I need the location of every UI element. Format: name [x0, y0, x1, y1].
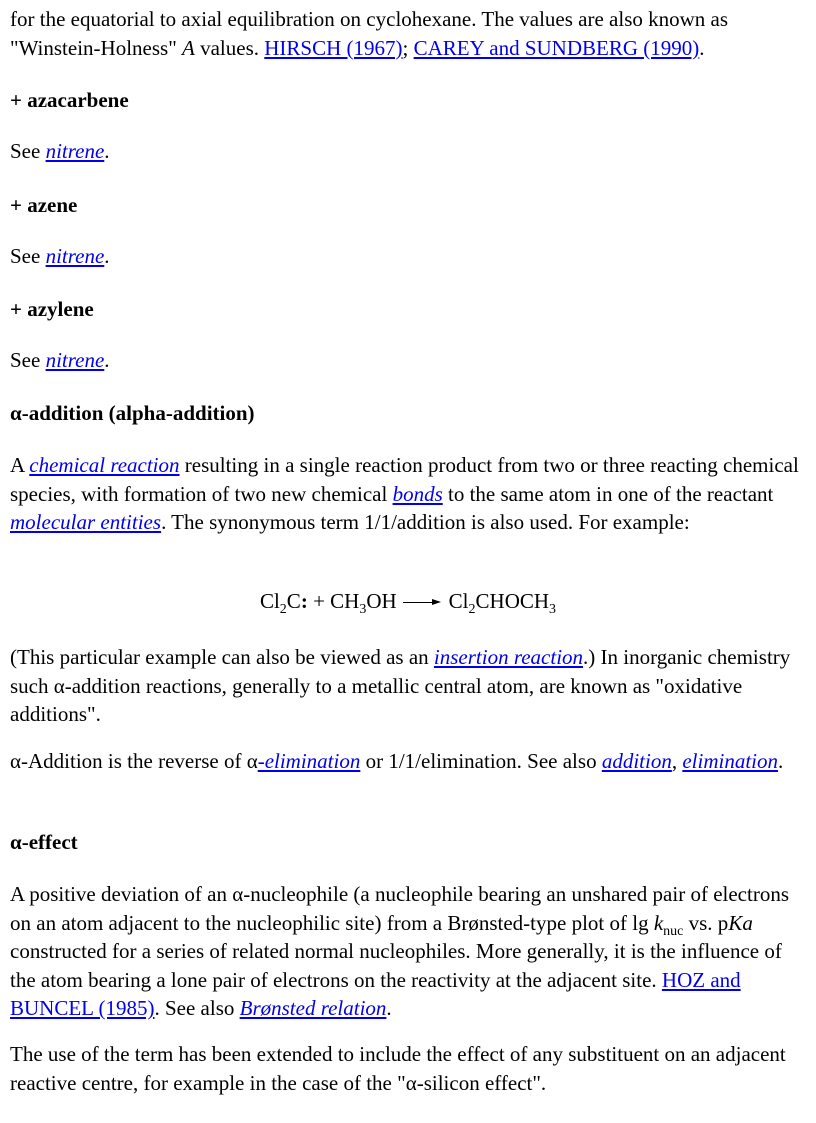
- definition-text: vs. p: [683, 910, 729, 935]
- see-also-azene: [10, 242, 804, 271]
- see-also-azacarbene: [10, 137, 804, 166]
- intro-text: for the equatorial to axial equilibration on cyclohexane. The values are also known as: [10, 7, 729, 31]
- eq-cl: Cl: [259, 589, 280, 613]
- eq-plus-ch: + CH: [307, 589, 360, 613]
- nitrene-link[interactable]: nitrene: [45, 244, 105, 268]
- bonds-link[interactable]: bonds: [392, 481, 443, 506]
- molecular-entities-link[interactable]: molecular entities: [10, 510, 162, 534]
- eq-subscript: 3: [359, 602, 367, 617]
- eq-lone-pair: :: [300, 589, 308, 613]
- see-label: See: [10, 348, 46, 372]
- ref-hoz-buncel-link[interactable]: HOZ and BUNCEL (1985): [10, 967, 741, 1020]
- term-heading-alpha-effect: α-effect: [10, 830, 78, 854]
- eq-cl: Cl: [448, 589, 469, 613]
- period: .: [778, 749, 784, 773]
- eq-c: C: [286, 589, 301, 613]
- reaction-equation: [0, 587, 816, 616]
- period: .: [104, 348, 110, 372]
- intro-text: values.: [194, 35, 265, 60]
- bronsted-relation-link[interactable]: Brønsted relation: [239, 996, 387, 1020]
- definition-text: . See also: [154, 996, 240, 1020]
- period: .: [104, 139, 110, 163]
- ref-hirsch-link[interactable]: HIRSCH (1967): [264, 35, 403, 60]
- separator: ,: [671, 749, 683, 773]
- alpha-effect-definition: [10, 880, 804, 1023]
- chemical-reaction-link[interactable]: chemical reaction: [29, 453, 180, 477]
- reverse-text: or 1/1/elimination. See also: [360, 749, 602, 773]
- eq-subscript: 2: [279, 602, 287, 617]
- nuc-subscript: nuc: [663, 923, 684, 939]
- term-heading-alpha-addition: α-addition (alpha-addition): [10, 401, 255, 425]
- nitrene-link[interactable]: nitrene: [45, 139, 105, 163]
- eq-subscript: 3: [549, 602, 557, 617]
- definition-text: A: [10, 453, 30, 477]
- alpha-addition-note: [10, 643, 804, 729]
- eq-choch: CHOCH: [475, 589, 550, 613]
- ref-carey-sundberg-link[interactable]: CAREY and SUNDBERG (1990): [413, 35, 700, 60]
- term-heading-azene: + azene: [10, 193, 78, 217]
- reverse-text: α-Addition is the reverse of α: [10, 749, 258, 773]
- intro-paragraph: [10, 5, 804, 62]
- term-heading-azacarbene: + azacarbene: [10, 88, 129, 112]
- definition-text: resulting in a single reaction product from two or three reacting chemical species, with formation of two new chemical: [10, 453, 799, 506]
- period: .: [699, 35, 705, 60]
- alpha-addition-reverse: [10, 747, 804, 776]
- term-heading-azylene: + azylene: [10, 297, 94, 321]
- alpha-addition-definition: [10, 451, 804, 537]
- elimination-link[interactable]: elimination: [682, 749, 779, 773]
- ka-symbol: Ka: [728, 910, 753, 935]
- nitrene-link[interactable]: nitrene: [45, 348, 105, 372]
- period: .: [386, 996, 392, 1020]
- definition-text: to the same atom in one of the reactant: [442, 481, 774, 506]
- eq-oh: OH: [366, 589, 397, 613]
- definition-text: . The synonymous term 1/1/addition is also used. For example:: [161, 510, 690, 534]
- alpha-elimination-link[interactable]: -elimination: [257, 749, 361, 773]
- definition-text: constructed for a series of related normal nucleophiles. More generally, it is the influence of the atom bearing a lone pair of electrons on the reactivity at the adjacent site.: [10, 939, 782, 992]
- rate-constant-symbol: k: [653, 910, 664, 935]
- see-label: See: [10, 244, 46, 268]
- addition-link[interactable]: addition: [601, 749, 672, 773]
- period: .: [104, 244, 110, 268]
- intro-text: "Winstein-Holness": [10, 35, 183, 60]
- separator: ;: [402, 35, 414, 60]
- note-text: .) In inorganic chemistry such α-addition reactions, generally to a metallic central atom, are known as "oxidative additions".: [10, 645, 791, 726]
- see-label: See: [10, 139, 46, 163]
- see-also-azylene: [10, 346, 804, 375]
- alpha-effect-extension: The use of the term has been extended to include the effect of any substituent on an adjacent reactive centre, for example in the case of the "α-silicon effect".: [10, 1042, 786, 1095]
- eq-subscript: 2: [468, 602, 476, 617]
- reaction-arrow-icon: [403, 598, 441, 608]
- a-value-symbol: A: [182, 35, 195, 60]
- note-text: (This particular example can also be viewed as an: [10, 645, 434, 669]
- definition-text: A positive deviation of an α-nucleophile (a nucleophile bearing an unshared pair of electrons on an atom adjacent to the nucleophilic site) from a Brønsted-type plot of lg: [10, 882, 789, 935]
- insertion-reaction-link[interactable]: insertion reaction: [433, 645, 584, 669]
